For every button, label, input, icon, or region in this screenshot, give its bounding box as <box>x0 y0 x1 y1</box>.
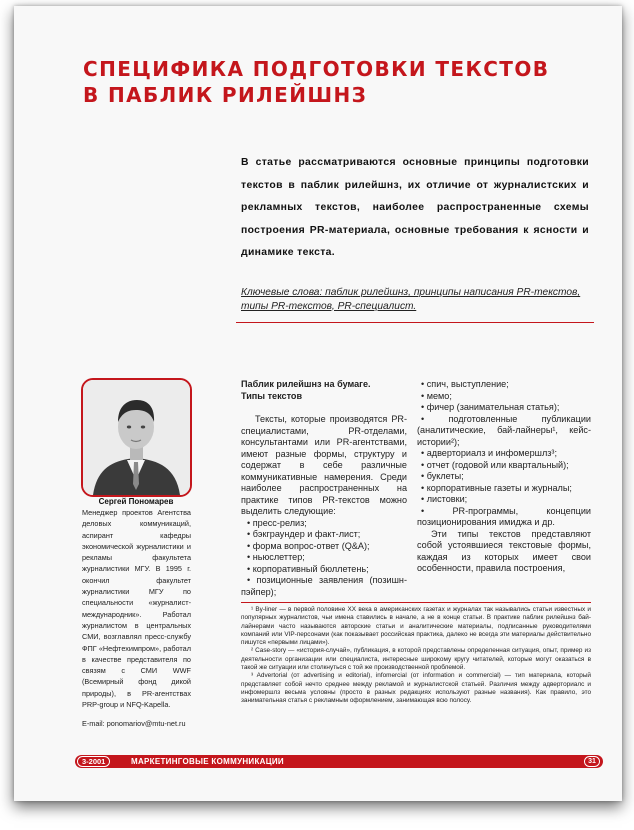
journal-name: МАРКЕТИНГОВЫЕ КОММУНИКАЦИИ <box>131 757 284 766</box>
list-item: • листовки; <box>417 494 591 506</box>
author-name: Сергей Пономарев <box>98 497 174 506</box>
portrait-photo-icon <box>83 380 190 495</box>
list-item: • подготовленные публикации (аналитические, бай-лайнеры¹, кейс-истории²); <box>417 414 591 449</box>
page-footer <box>75 755 603 768</box>
subtitle-line-1: Паблик рилейшнз на бумаге. <box>241 379 371 389</box>
issue-number: 3-2001 <box>77 756 110 767</box>
closing-paragraph: Эти типы текстов представляют собой устоявшиеся текстовые формы, каждая из которых имеет свои особенности, правила построения, <box>417 528 591 573</box>
section-subtitle <box>241 379 407 402</box>
footnote: ² Case-story — «история-случай», публикация, в которой представлены определенная ситуация, опыт, пример из деятельности организации или специалиста, интересные широкому кругу читателей, которые могут оказаться в такой же ситуации или столкнуться с той же производственной проблемой. <box>241 647 591 672</box>
list-item: • корпоративные газеты и журналы; <box>417 483 591 495</box>
list-item: • бэкграундер и факт-лист; <box>241 529 407 541</box>
footnotes <box>241 606 591 706</box>
list-item: • мемо; <box>417 391 591 403</box>
author-email: E-mail: ponomariov@mtu-net.ru <box>82 719 186 728</box>
footnote-divider <box>241 602 591 603</box>
list-item: • адверториалз и инфомершлз³; <box>417 448 591 460</box>
title-line-2: В ПАБЛИК РИЛЕЙШНЗ <box>83 83 368 107</box>
magazine-page <box>14 6 622 801</box>
title-line-1: СПЕЦИФИКА ПОДГОТОВКИ ТЕКСТОВ <box>83 57 550 81</box>
author-photo <box>81 378 192 497</box>
intro-paragraph: Тексты, которые производятся PR-специалистами, PR-отделами, консультантами или PR-агентствами, имеют разные формы, структуру и содержат в себе различные коммуникативные намерения. Среди наиболее распространенных на практике типов PR-текстов можно выделить следующие: <box>241 414 407 516</box>
subtitle-line-2: Типы текстов <box>241 390 303 401</box>
list-item: • позиционные заявления (позишн-пэйпер); <box>241 575 407 598</box>
author-bio: Менеджер проектов Агентства деловых коммуникаций, аспирант кафедры экономической журналистики и рекламы факультета журналистики МГУ. В 1995 г. окончил факультет журналистики МГУ по специальности «журналист-международник». Работал журналистом в центральных СМИ, возглавлял пресс-службу ФПГ «Нефтехимпром», работал в качестве представителя по связям с СМИ WWF (Всемирный фонд дикой природы), в PR-агентствах PRP-group и NFQ-Kapella. <box>82 508 191 710</box>
list-item: • пресс-релиз; <box>241 518 407 530</box>
article-keywords: Ключевые слова: паблик рилейшнз, принципы написания PR-текстов, типы PR-текстов, PR-специалист. <box>241 287 581 312</box>
page-number: 31 <box>584 756 600 767</box>
header-divider <box>236 322 594 323</box>
list-item: • форма вопрос-ответ (Q&A); <box>241 541 407 553</box>
text-column-2 <box>417 379 591 575</box>
list-item: • отчет (годовой или квартальный); <box>417 460 591 472</box>
footnote: ¹ By-liner — в первой половине XX века в американских газетах и журналах так назывались статьи известных и популярных журналистов, чьи имена ставились в начале, а не в конце статьи. В практике паблик рилейшнз бай-лайнерами часто называются авторские статьи и аналитические материалы, подписанные руководителями компаний или VIP-персонами (как показывает российская практика, далеко не всегда эти материалы действительно пишутся «первыми лицами»). <box>241 606 591 647</box>
article-title <box>83 56 603 108</box>
article-abstract: В статье рассматриваются основные принципы подготовки текстов в паблик рилейшнз, их отличие от журналистских и рекламных текстов, наиболее распространенные схемы построения PR-материала, основные требования к ясности и динамике текста. <box>241 157 589 259</box>
list-item: • ньюслеттер; <box>241 552 407 564</box>
list-item: • корпоративный бюллетень; <box>241 564 407 576</box>
list-item: • спич, выступление; <box>417 379 591 391</box>
footnote: ³ Advertorial (от advertising и editorial), infomercial (от information и commercial) — тип материала, который представляет собой нечто среднее между рекламой и журналистской статьей. Различия между адверториалс и инфомершлз весьма условны (просто в разных редакциях используют разные названия). Как правило, это занимательная статья с рекламным оформлением, занимающая всю полосу. <box>241 672 591 705</box>
text-column-1 <box>241 379 407 598</box>
list-item: • фичер (занимательная статья); <box>417 402 591 414</box>
list-item: • PR-программы, концепции позиционирования имиджа и др. <box>417 506 591 529</box>
list-item: • буклеты; <box>417 471 591 483</box>
